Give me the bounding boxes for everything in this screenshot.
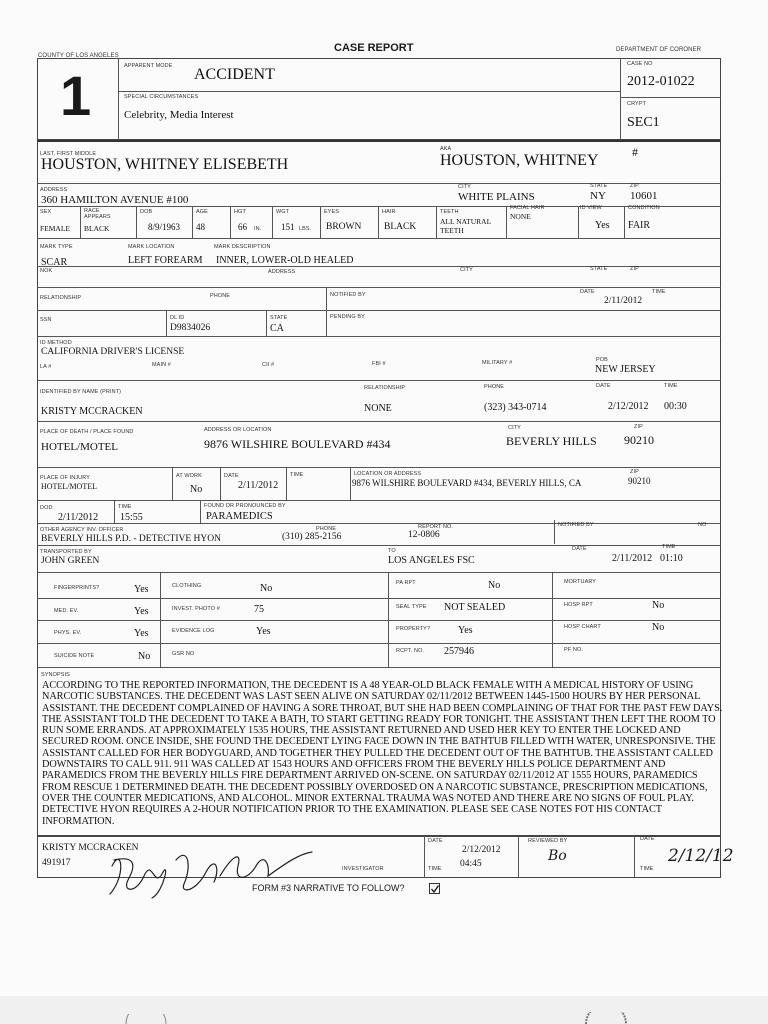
teeth-line-2: TEETH [440,226,464,235]
death-zip: 90210 [624,433,654,447]
seal-type: NOT SEALED [444,602,506,613]
receipt-no: 257946 [444,646,474,657]
reviewer-initials: Bo [548,848,567,864]
decedent-name: HOUSTON, WHITNEY ELISEBETH [41,156,289,173]
found-by: PARAMEDICS [206,511,273,522]
injury-date: 2/11/2012 [238,480,279,491]
decedent-city: WHITE PLAINS [458,191,535,203]
hair: BLACK [384,222,417,232]
transported-by: JOHN GREEN [41,556,100,566]
death-city: BEVERLY HILLS [506,434,597,448]
phys-ev: Yes [134,628,149,639]
drivers-license: D9834026 [170,323,211,333]
synopsis-text: ACCORDING TO THE REPORTED INFORMATION, THE DECEDENT IS A 48 YEAR-OLD BLACK FEMALE WITH A MEDICAL HISTORY OF USING NARCOTIC SUBSTANCES. THE DECEDENT WAS LAST SEEN ALIVE ON SATURDAY 02/11/2012 BETWEEN 1445-1500 HOURS BY HER PERSONAL ASSISTANT. THE DECEDENT COMPLAINED OF HAVING A SORE THROAT, BUT SHE HAD BEEN COMPLAINING OF THAT FOR THE PAST FEW DAYS. THE ASSISTANT TOLD THE DECEDENT TO TAKE A BATH, TO START GETTING READY FOR TONIGHT. THE ASSISTANT THEN LEFT THE ROOM TO RUN SOME ERRANDS. AT APPROXIMATELY 1535 HOURS, THE ASSISTANT RETURNED AND USED HER KEY TO ENTER THE LOCKED AND SECURED ROOM. ONCE INSIDE, SHE FOUND THE DECEDENT LYING FACE DOWN IN THE BATHTUB FILLED WITH WATER, UNRESPONSIVE. THE ASSISTANT CALLED FOR HER BODYGUARD, AND TOGETHER THEY PULLED THE DECEDENT OUT OF THE BATHTUB. THE ASSISTANT CALLED DOWNSTAIRS TO CALL 911. 911 WAS CALLED AT 1543 HOURS AND OFFICERS FROM THE BEVERLY HILLS POLICE DEPARTMENT AND PARAMEDICS FROM THE BEVERLY HILLS FIRE DEPARTMENT ARRIVED ON-SCENE. ON SATURDAY 02/11/2012 AT 1555 HOURS, PARAMEDICS FROM RESCUE 1 DETERMINED DEATH. THE DECEDENT POSSIBLY OVERDOSED ON A NARCOTIC SUBSTANCE, PRESCRIPTION MEDICATIONS, OVER THE COUNTER MEDICATIONS, AND ALCOHOL. MINOR EXTERNAL TRAUMA WAS NOTED AND THERE ARE NO SIGNS OF FOUL PLAY. DETECTIVE HYON REQUIRES A 2-HOUR NOTIFICATION PRIOR TO THE EXAMINATION. PLEASE SEE CASE NOTES FOT HIS CONTACT INFORMATION. [42,680,723,827]
race: BLACK [84,224,110,233]
teeth-line-1: ALL NATURAL [440,217,492,226]
department-label: DEPARTMENT OF CORONER [616,47,702,53]
seal-icon-left [124,1014,168,1024]
transport-date: 2/11/2012 [612,553,653,564]
place-of-birth: NEW JERSEY [595,364,656,375]
form-narrative-note: FORM #3 NARRATIVE TO FOLLOW? [252,883,405,893]
time-of-death: 15:55 [120,512,143,523]
pa-rpt: No [488,580,501,591]
other-agency: BEVERLY HILLS P.D. - DETECTIVE HYON [41,534,221,544]
page-footer-strip [0,996,768,1024]
decedent-address: 360 HAMILTON AVENUE #100 [41,194,189,206]
mark-type: SCAR [41,257,68,268]
page-title: CASE REPORT [334,42,414,54]
signoff-time: 04:45 [460,859,482,869]
injury-zip: 90210 [628,476,651,486]
review-date: 2/12/12 [668,846,734,866]
identified-time: 00:30 [664,401,687,412]
clothing: No [260,583,273,594]
case-number-large: 1 [60,64,92,127]
place-of-death: HOTEL/MOTEL [41,441,118,453]
report-no: 12-0806 [408,530,440,540]
condition: FAIR [628,220,651,231]
dob: 8/9/1963 [148,222,181,232]
identified-date: 2/12/2012 [608,401,649,412]
transported-to: LOS ANGELES FSC [388,555,475,566]
id-view: Yes [595,220,610,231]
height: 66 [238,222,247,232]
id-method: CALIFORNIA DRIVER'S LICENSE [41,347,185,357]
evidence-log: Yes [256,626,271,637]
narrative-checkbox[interactable] [429,883,440,894]
at-work: No [190,484,203,495]
transport-time: 01:10 [660,553,683,564]
crypt: SEC1 [627,115,660,130]
hosp-rpt: No [652,600,665,611]
death-address: 9876 WILSHIRE BOULEVARD #434 [204,437,391,451]
signoff-date: 2/12/2012 [462,845,501,855]
fingerprints: Yes [134,584,149,595]
med-ev: Yes [134,606,149,617]
special-circumstances: Celebrity, Media Interest [124,109,234,121]
identified-relationship: NONE [364,403,392,414]
case-no: 2012-01022 [627,74,695,89]
injury-location: 9876 WILSHIRE BOULEVARD #434, BEVERLY HILLS, CA [352,478,582,488]
apparent-mode: ACCIDENT [194,66,275,83]
sex: FEMALE [40,224,70,233]
identified-by-name: KRISTY MCCRACKEN [41,406,143,417]
weight: 151 [281,222,295,232]
decedent-aka: HOUSTON, WHITNEY [440,152,599,169]
place-of-injury: HOTEL/MOTEL [41,482,97,491]
suicide-note: No [138,651,151,662]
county-label: COUNTY OF LOS ANGELES [38,53,119,59]
hosp-chart: No [652,622,665,633]
identified-phone: (323) 343-0714 [484,402,547,413]
date-of-death: 2/11/2012 [58,512,99,523]
investigator-name: KRISTY MCCRACKEN [42,843,139,853]
property: Yes [458,625,473,636]
age: 48 [196,222,205,232]
notified-date: 2/11/2012 [604,296,643,306]
mark-location: LEFT FOREARM [128,255,203,266]
decedent-zip: 10601 [630,190,658,202]
seal-icon-right [584,1012,628,1024]
eyes: BROWN [326,222,362,232]
dl-state: CA [270,323,284,334]
mark-description: INNER, LOWER-OLD HEALED [216,255,354,266]
checkmark-icon [430,884,440,894]
invest-photo: 75 [254,604,264,615]
agency-phone: (310) 285-2156 [282,532,342,542]
decedent-state: NY [590,190,606,202]
facial-hair: NONE [510,212,531,221]
investigator-number: 491917 [42,858,71,868]
